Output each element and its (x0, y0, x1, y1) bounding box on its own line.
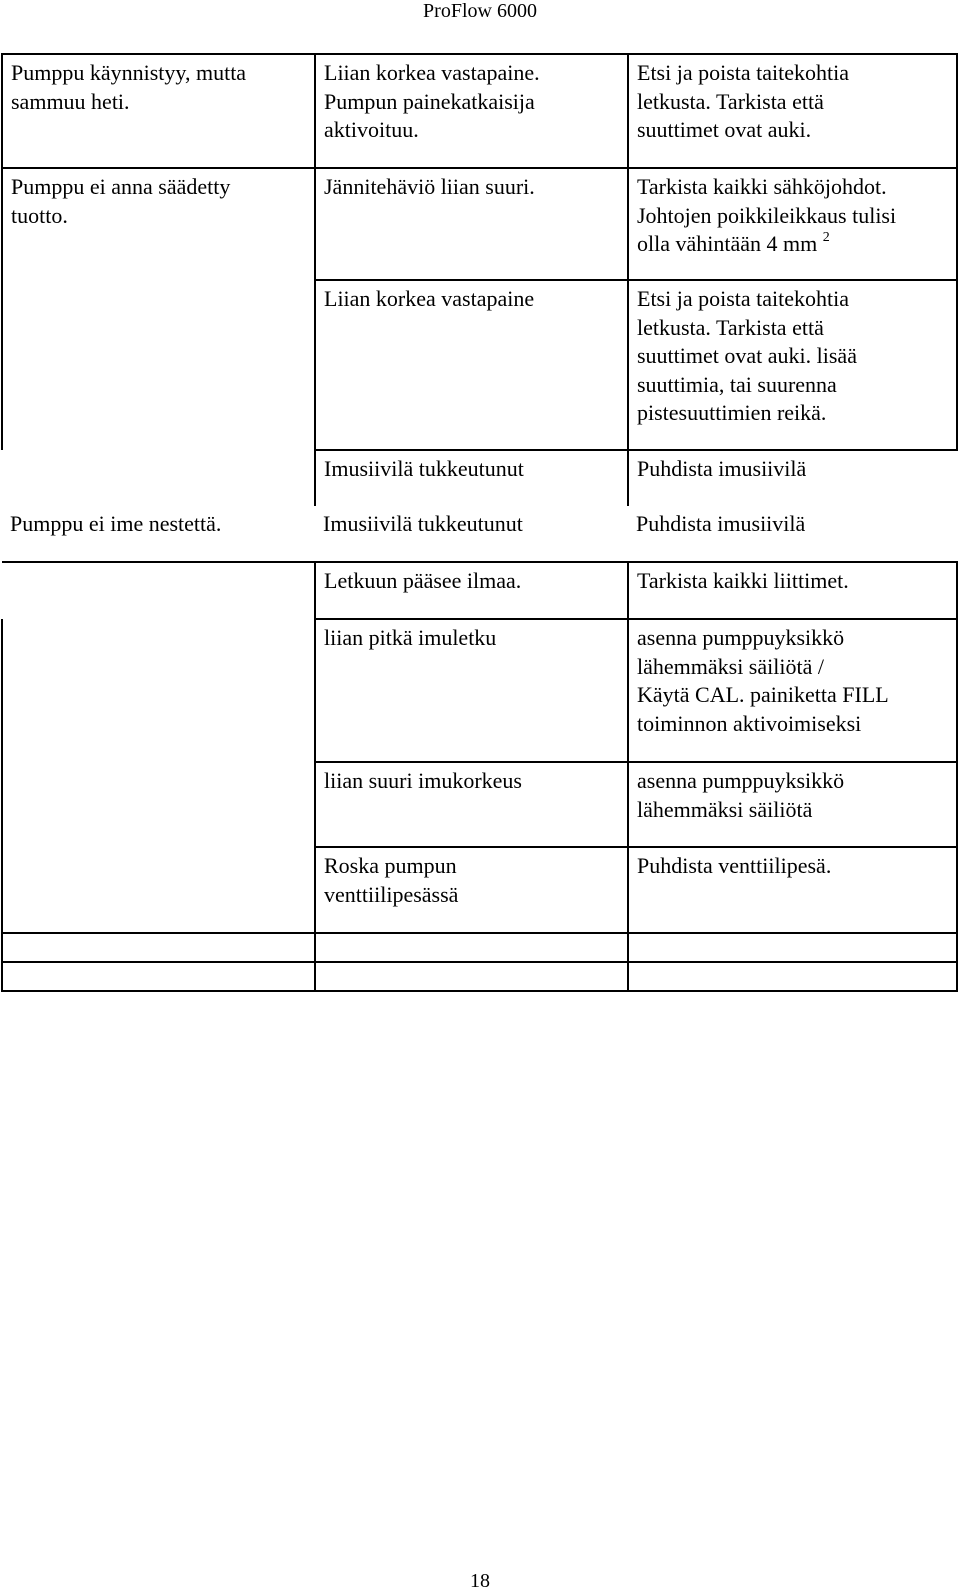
solution-cell: Puhdista imusiivilä (636, 511, 806, 536)
troubleshooting-table (1, 53, 958, 992)
problem-cell (2, 933, 315, 962)
problem-cell: Pumppu ei anna säädetty tuotto. (2, 168, 315, 280)
table-row (2, 933, 957, 962)
cause-cell: liian suuri imukorkeus (315, 762, 628, 847)
table-row (2, 962, 957, 991)
cause-cell (315, 933, 628, 962)
problem-cell (2, 762, 315, 847)
problem-cell (2, 450, 315, 506)
problem-cell (2, 847, 315, 933)
solution-cell: asenna pumppuyksikkö lähemmäksi säiliötä (628, 762, 957, 847)
solution-cell: asenna pumppuyksikkö lähemmäksi säiliötä / Käytä CAL. painiketta FILL toiminnon aktivoimiseksi (628, 619, 957, 762)
page-number: 18 (470, 1570, 490, 1592)
problem-cell: Pumppu ei ime nestettä. (10, 511, 222, 536)
problem-cell (2, 962, 315, 991)
problem-cell (2, 619, 315, 762)
solution-cell: Tarkista kaikki sähköjohdot. Johtojen poikkileikkaus tulisi olla vähintään 4 mm $^2$ (628, 168, 957, 280)
cause-cell: Letkuun pääsee ilmaa. (315, 562, 628, 619)
table-row (2, 562, 957, 619)
cause-cell: Imusiivilä tukkeutunut (323, 511, 523, 536)
superscript: 2 (822, 230, 830, 245)
cause-cell: Liian korkea vastapaine. Pumpun painekatkaisija aktivoituu. (315, 54, 628, 168)
problem-cell: Pumppu käynnistyy, mutta sammuu heti. (2, 54, 315, 168)
cause-cell: Liian korkea vastapaine (315, 280, 628, 450)
table-row (2, 506, 957, 562)
cause-cell: Roska pumpun venttiilipesässä (315, 847, 628, 933)
solution-cell (628, 962, 957, 991)
solution-cell (628, 933, 957, 962)
table-row (2, 619, 957, 762)
table-row (2, 280, 957, 450)
problem-cell (2, 280, 315, 450)
solution-cell: Etsi ja poista taitekohtia letkusta. Tarkista että suuttimet ovat auki. (628, 54, 957, 168)
solution-cell: Puhdista imusiivilä (628, 450, 957, 506)
cause-cell: Jännitehäviö liian suuri. (315, 168, 628, 280)
table-row (2, 54, 957, 168)
cause-cell (315, 962, 628, 991)
cause-cell: liian pitkä imuletku (315, 619, 628, 762)
page-header: ProFlow 6000 (423, 0, 537, 22)
table-row (2, 168, 957, 280)
cause-cell: Imusiivilä tukkeutunut (315, 450, 628, 506)
problem-cell (2, 562, 315, 619)
table-row (2, 762, 957, 847)
solution-cell: Tarkista kaikki liittimet. (628, 562, 957, 619)
table-row (2, 450, 957, 506)
table-row (2, 847, 957, 933)
solution-cell: Puhdista venttiilipesä. (628, 847, 957, 933)
solution-cell: Etsi ja poista taitekohtia letkusta. Tarkista että suuttimet ovat auki. lisää suuttimia, tai suurenna pistesuuttimien reikä. (628, 280, 957, 450)
